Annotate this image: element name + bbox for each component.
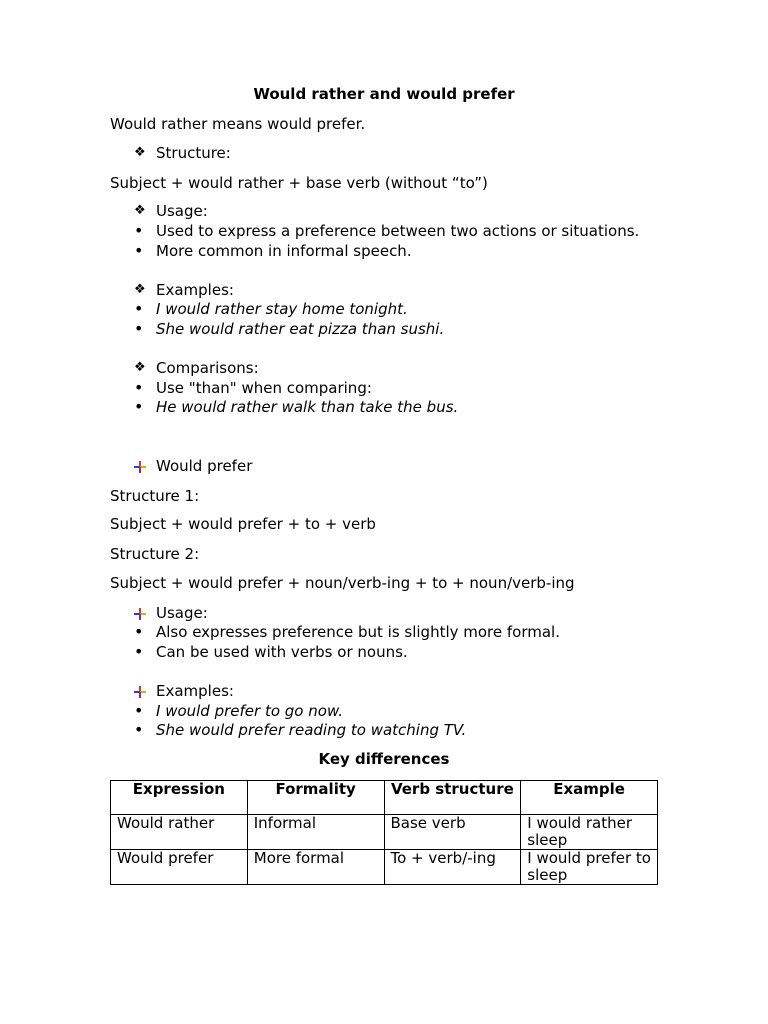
comparisons-heading: Comparisons: — [156, 359, 259, 377]
list-item: Also expresses preference but is slightly more formal. — [156, 623, 560, 641]
would-prefer-heading: Would prefer — [156, 457, 253, 475]
example-sentence: I would prefer to go now. — [156, 702, 344, 720]
diamond-bullet-icon: ❖ — [134, 145, 146, 160]
structure2-label: Structure 2: — [110, 545, 200, 563]
rather-usage-heading: Usage: — [156, 202, 208, 220]
key-differences-table — [110, 780, 658, 885]
prefer-examples-heading: Examples: — [156, 682, 234, 700]
dot-bullet-icon: • — [134, 701, 144, 720]
structure-heading: Structure: — [156, 144, 231, 162]
table-cell: Base verb — [384, 815, 521, 850]
example-sentence: She would prefer reading to watching TV. — [156, 721, 467, 739]
dot-bullet-icon: • — [134, 241, 144, 260]
table-cell: To + verb/-ing — [384, 850, 521, 885]
key-differences-heading: Key differences — [318, 750, 450, 768]
list-item: More common in informal speech. — [156, 242, 412, 260]
dot-bullet-icon: • — [134, 299, 144, 318]
list-item: Use "than" when comparing: — [156, 379, 372, 397]
column-header: Example — [521, 781, 658, 815]
structure1-label: Structure 1: — [110, 487, 200, 505]
rather-structure-formula: Subject + would rather + base verb (without “to”) — [110, 174, 488, 192]
structure2-formula: Subject + would prefer + noun/verb-ing + to + noun/verb-ing — [110, 574, 575, 592]
dot-bullet-icon: • — [134, 397, 144, 416]
example-sentence: I would rather stay home tonight. — [156, 300, 408, 318]
column-header: Verb structure — [384, 781, 521, 815]
dot-bullet-icon: • — [134, 622, 144, 641]
table-cell: I would rather sleep — [521, 815, 658, 850]
dot-bullet-icon: • — [134, 378, 144, 397]
example-sentence: She would rather eat pizza than sushi. — [156, 320, 445, 338]
dot-bullet-icon: • — [134, 221, 144, 240]
dot-bullet-icon: • — [134, 642, 144, 661]
table-cell: Informal — [247, 815, 384, 850]
table-header-row — [111, 781, 658, 815]
diamond-bullet-icon: ❖ — [134, 282, 146, 297]
list-item: Can be used with verbs or nouns. — [156, 643, 408, 661]
intro-text: Would rather means would prefer. — [110, 115, 366, 133]
diamond-bullet-icon: ❖ — [134, 203, 146, 218]
diamond-bullet-icon: ❖ — [134, 360, 146, 375]
rather-examples-heading: Examples: — [156, 281, 234, 299]
table-cell: I would prefer to sleep — [521, 850, 658, 885]
dot-bullet-icon: • — [134, 319, 144, 338]
table-cell: Would rather — [111, 815, 248, 850]
column-header: Expression — [111, 781, 248, 815]
four-color-pin-icon — [134, 682, 154, 700]
four-color-pin-icon — [134, 457, 154, 475]
list-item: Used to express a preference between two actions or situations. — [156, 222, 640, 240]
table-cell: Would prefer — [111, 850, 248, 885]
prefer-usage-heading: Usage: — [156, 604, 208, 622]
table-cell: More formal — [247, 850, 384, 885]
four-color-pin-icon — [134, 604, 154, 622]
page-title: Would rather and would prefer — [253, 85, 515, 103]
table-row — [111, 815, 658, 850]
structure1-formula: Subject + would prefer + to + verb — [110, 515, 376, 533]
example-sentence: He would rather walk than take the bus. — [156, 398, 459, 416]
dot-bullet-icon: • — [134, 720, 144, 739]
column-header: Formality — [247, 781, 384, 815]
table-row — [111, 850, 658, 885]
